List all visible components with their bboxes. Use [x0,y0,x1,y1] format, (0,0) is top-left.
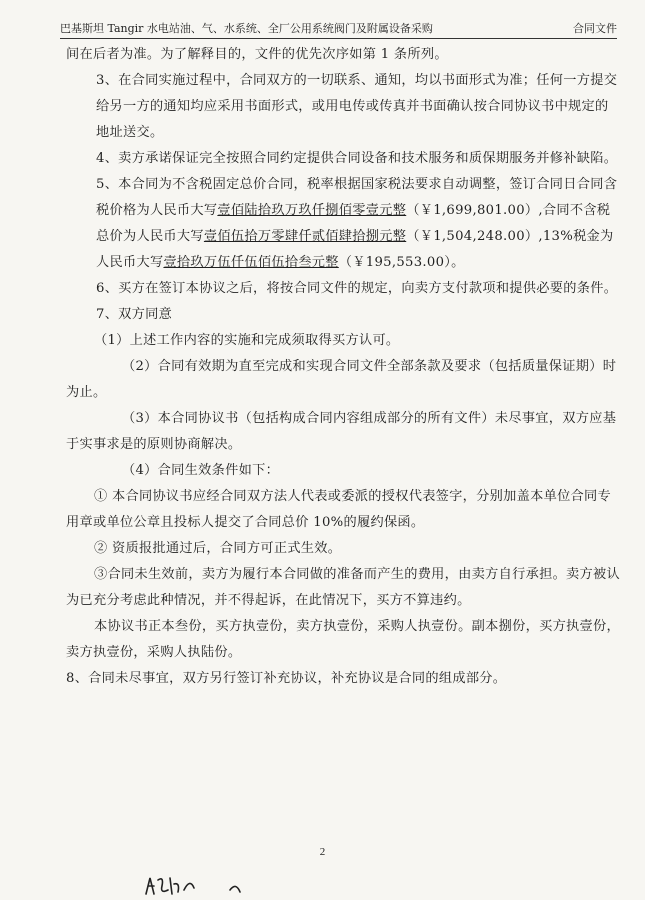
clause-7-4: （4）合同生效条件如下： [122,463,280,478]
header-doc-type: 合同文件 [573,22,617,35]
clause-7-4-3: ③合同未生效前，卖方为履行本合同做的准备而产生的费用，由卖方自行承担。卖方被认为已充分考虑此种情况，并不得起诉，在此情况下，买方不算违约。 [66,567,621,608]
clause-7-copies: 本协议书正本叁份，买方执壹份，卖方执壹份，采购人执壹份。副本捌份，买方执壹份，卖方执壹份，采购人执陆份。 [66,619,621,660]
clause-7-4-1: ① 本合同协议书应经合同双方法人代表或委派的授权代表签字，分别加盖本单位合同专用章或单位公章且投标人提交了合同总价 10%的履约保函。 [66,489,612,530]
clause-5-text-e: （￥1,504,248.00）,13%税金为人民币大写 [96,229,614,270]
document-body [66,42,621,692]
clause-4: 4、卖方承诺保证完全按照合同约定提供合同设备和技术服务和质保期服务并修补缺陷。 [96,151,618,166]
clause-6: 6、买方在签订本协议之后，将按合同文件的规定，向卖方支付款项和提供必要的条件。 [96,281,618,296]
pre-tax-price-in-words: 壹佰伍拾万零肆仟贰佰肆拾捌元整 [203,229,407,244]
clause-7-1: （1）上述工作内容的实施和完成须取得买方认可。 [94,333,400,348]
header-title: 巴基斯坦 Tangir 水电站油、气、水系统、全厂公用系统阀门及附属设备采购 [60,22,433,35]
clause-7-2: （2）合同有效期为直至完成和实现合同文件全部条款及要求（包括质量保证期）时为止。 [66,359,617,400]
clause-7: 7、双方同意 [96,307,173,322]
clause-5-text-c: （￥1,699,801.00）,合同不含税总价为人民币大写 [96,203,611,244]
clause-7-3: （3）本合同协议书（包括构成合同内容组成部分的所有文件）未尽事宜，双方应基于实事求是的原则协商解决。 [66,411,617,452]
clause-3: 3、在合同实施过程中，合同双方的一切联系、通知，均以书面形式为准；任何一方提交给另一方的通知均应采用书面形式，或用电传或传真并书面确认按合同协议书中规定的地址送交。 [96,73,618,140]
total-price-in-words: 壹佰陆拾玖万玖仟捌佰零壹元整 [217,203,407,218]
clause-5-text-a: 5、本合同为不含税固定总价合同，税率根据国家税法要求自动调整，签订合同日合同含税价格为人民币大写 [96,177,618,218]
clause-7-4-2: ② 资质报批通过后，合同方可正式生效。 [94,541,342,556]
clause-5 [66,172,621,276]
clause-8: 8、合同未尽事宜，双方另行签订补充协议，补充协议是合同的组成部分。 [66,671,507,686]
paragraph-continuation: 间在后者为准。为了解释目的，文件的优先次序如第 1 条所列。 [66,47,448,62]
page-number: 2 [319,846,326,858]
handwritten-signature-icon [140,872,260,900]
clause-5-text-g: （￥195,553.00）。 [338,255,465,270]
tax-amount-in-words: 壹拾玖万伍仟伍佰伍拾叁元整 [163,255,339,270]
page-header [60,20,617,39]
